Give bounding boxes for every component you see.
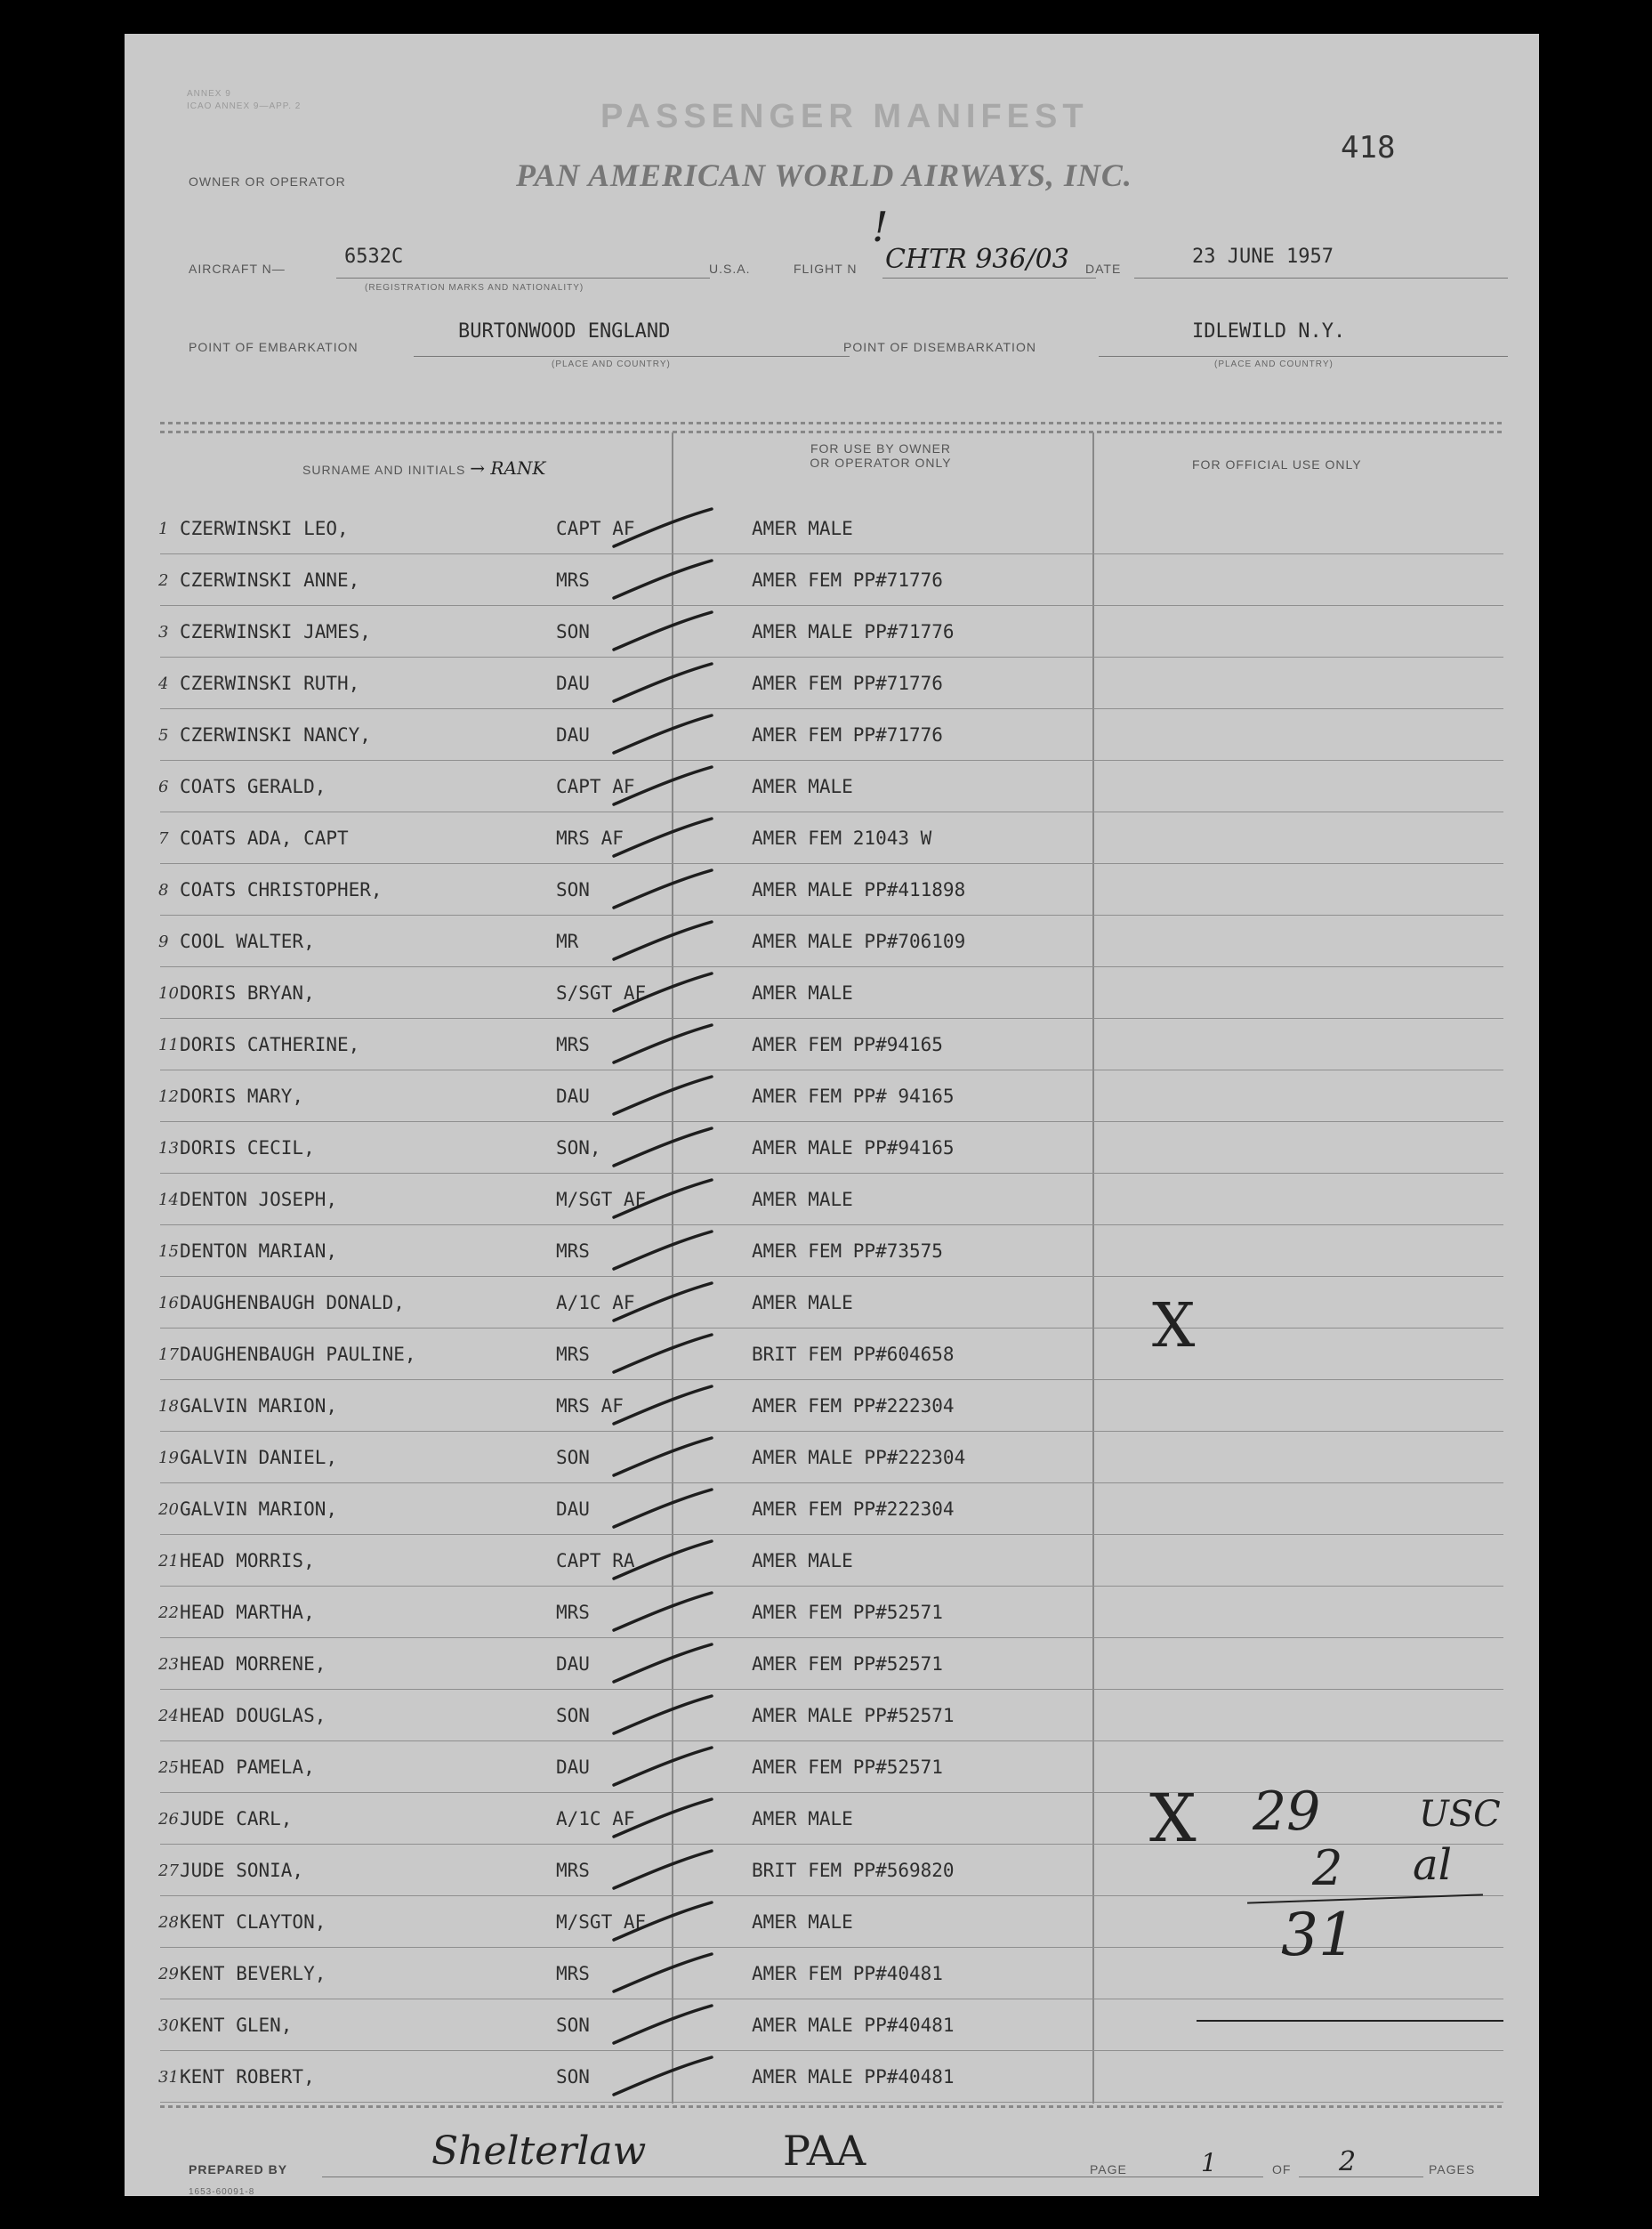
passenger-name: DORIS BRYAN, xyxy=(180,982,315,1004)
passenger-info: AMER FEM PP#71776 xyxy=(752,673,943,694)
row-number: 20 xyxy=(158,1500,179,1519)
embark-value: BURTONWOOD ENGLAND xyxy=(458,320,671,343)
signature: Shelterlaw xyxy=(431,2128,647,2174)
check-mark-icon xyxy=(612,763,714,808)
row-number: 7 xyxy=(158,829,169,848)
pages-label: PAGES xyxy=(1429,2162,1476,2177)
passenger-row xyxy=(160,812,1503,863)
row-number: 6 xyxy=(158,778,169,796)
check-mark-icon xyxy=(612,1486,714,1530)
passenger-rank: MRS xyxy=(556,569,590,591)
check-mark-icon xyxy=(612,712,714,756)
aircraft-label: AIRCRAFT N— xyxy=(189,262,286,276)
passenger-name: GALVIN DANIEL, xyxy=(180,1447,338,1468)
passenger-row xyxy=(160,1844,1503,1895)
tally-29: 29 xyxy=(1253,1781,1321,1843)
row-number: 4 xyxy=(158,674,169,693)
row-number: 30 xyxy=(158,2016,179,2035)
check-mark-icon xyxy=(612,2002,714,2047)
passenger-name: HEAD MORRENE, xyxy=(180,1653,326,1675)
passenger-info: AMER FEM PP#222304 xyxy=(752,1395,955,1417)
form-ref-line2: ICAO ANNEX 9—APP. 2 xyxy=(187,101,302,111)
row-number: 26 xyxy=(158,1810,179,1829)
check-mark-icon xyxy=(612,815,714,860)
passenger-name: KENT BEVERLY, xyxy=(180,1963,326,1984)
passenger-name: KENT CLAYTON, xyxy=(180,1911,326,1933)
check-mark-icon xyxy=(612,1176,714,1221)
passenger-name: DORIS CATHERINE, xyxy=(180,1034,360,1055)
passenger-rank: S/SGT AF xyxy=(556,982,647,1004)
passenger-info: AMER FEM PP#222304 xyxy=(752,1498,955,1520)
form-code: 1653-60091-8 xyxy=(189,2187,255,2197)
embark-label: POINT OF EMBARKATION xyxy=(189,340,359,354)
passenger-rank: MRS xyxy=(556,1963,590,1984)
usa-label: U.S.A. xyxy=(709,262,751,276)
check-mark-icon xyxy=(612,1538,714,1582)
check-mark-icon xyxy=(612,2054,714,2098)
passenger-row xyxy=(160,966,1503,1018)
passenger-rank: CAPT AF xyxy=(556,776,635,797)
passenger-rank: MRS xyxy=(556,1034,590,1055)
passenger-row xyxy=(160,1379,1503,1431)
row-number: 5 xyxy=(158,726,169,745)
check-mark-icon xyxy=(612,1434,714,1479)
passenger-rank: M/SGT AF xyxy=(556,1911,647,1933)
row-number: 8 xyxy=(158,881,169,900)
passenger-row xyxy=(160,1482,1503,1534)
row-number: 13 xyxy=(158,1139,179,1158)
row-number: 11 xyxy=(158,1036,179,1054)
check-mark-icon xyxy=(612,1847,714,1892)
passenger-name: COOL WALTER, xyxy=(180,931,315,952)
passenger-info: AMER FEM PP# 94165 xyxy=(752,1086,955,1107)
passenger-info: AMER MALE PP#40481 xyxy=(752,2015,955,2036)
passenger-info: AMER MALE xyxy=(752,1292,853,1313)
passenger-row xyxy=(160,1637,1503,1689)
aircraft-sublabel: (REGISTRATION MARKS AND NATIONALITY) xyxy=(365,283,584,293)
passenger-name: DAUGHENBAUGH DONALD, xyxy=(180,1292,405,1313)
passenger-name: GALVIN MARION, xyxy=(180,1395,338,1417)
passenger-rank: CAPT AF xyxy=(556,518,635,539)
passenger-row xyxy=(160,1276,1503,1328)
check-mark-icon xyxy=(612,1022,714,1066)
page-value: 1 xyxy=(1201,2148,1217,2177)
passenger-row xyxy=(160,502,1503,553)
passenger-row xyxy=(160,1328,1503,1379)
passenger-rank: MRS AF xyxy=(556,828,624,849)
form-ref-line1: ANNEX 9 xyxy=(187,89,231,99)
tally-al: al xyxy=(1413,1840,1452,1890)
passenger-rank: M/SGT AF xyxy=(556,1189,647,1210)
passenger-info: AMER MALE PP#52571 xyxy=(752,1705,955,1726)
passenger-row xyxy=(160,605,1503,657)
check-mark-icon xyxy=(612,609,714,653)
passenger-name: COATS GERALD, xyxy=(180,776,326,797)
passenger-name: CZERWINSKI NANCY, xyxy=(180,724,371,746)
flight-value: CHTR 936/03 xyxy=(885,244,1069,275)
passenger-name: HEAD PAMELA, xyxy=(180,1757,315,1778)
check-mark-icon xyxy=(612,867,714,911)
passenger-info: BRIT FEM PP#569820 xyxy=(752,1860,955,1881)
row-number: 28 xyxy=(158,1913,179,1932)
passenger-rank: SON xyxy=(556,1705,590,1726)
col-header-official-use: FOR OFFICIAL USE ONLY xyxy=(1192,457,1362,472)
passenger-rank: DAU xyxy=(556,1653,590,1675)
passenger-name: HEAD MARTHA, xyxy=(180,1602,315,1623)
check-mark-icon xyxy=(612,1125,714,1169)
passenger-rank: DAU xyxy=(556,1757,590,1778)
passenger-row xyxy=(160,1431,1503,1482)
signature-org: PAA xyxy=(783,2127,866,2175)
disembark-value: IDLEWILD N.Y. xyxy=(1192,320,1346,343)
row-number: 12 xyxy=(158,1087,179,1106)
row-number: 17 xyxy=(158,1345,179,1364)
check-mark-icon xyxy=(612,1796,714,1840)
check-mark-icon xyxy=(612,1641,714,1685)
passenger-row xyxy=(160,1689,1503,1740)
passenger-info: AMER FEM PP#52571 xyxy=(752,1653,943,1675)
passenger-info: AMER MALE xyxy=(752,1189,853,1210)
check-mark-icon xyxy=(612,1899,714,1943)
passenger-name: DORIS CECIL, xyxy=(180,1137,315,1159)
passenger-rank: DAU xyxy=(556,673,590,694)
passenger-name: DENTON MARIAN, xyxy=(180,1240,338,1262)
row-number: 31 xyxy=(158,2068,179,2087)
passenger-info: AMER MALE xyxy=(752,982,853,1004)
passenger-info: AMER MALE xyxy=(752,776,853,797)
row-number: 19 xyxy=(158,1449,179,1467)
passenger-rank: DAU xyxy=(556,1086,590,1107)
document-title: PASSENGER MANIFEST xyxy=(600,98,1089,135)
passenger-name: CZERWINSKI JAMES, xyxy=(180,621,371,642)
check-mark-icon xyxy=(612,1228,714,1272)
passenger-name: COATS ADA, CAPT xyxy=(180,828,349,849)
check-mark-icon xyxy=(612,918,714,963)
passenger-name: DENTON JOSEPH, xyxy=(180,1189,338,1210)
passenger-info: AMER MALE xyxy=(752,1911,853,1933)
passenger-rank: MR xyxy=(556,931,579,952)
tally-2: 2 xyxy=(1312,1840,1343,1896)
passenger-rank: MRS xyxy=(556,1602,590,1623)
passenger-rank: MRS xyxy=(556,1344,590,1365)
row-number: 3 xyxy=(158,623,169,642)
passenger-row xyxy=(160,760,1503,812)
passenger-row xyxy=(160,1173,1503,1224)
passenger-row xyxy=(160,863,1503,915)
tally-usc: USC xyxy=(1419,1794,1501,1835)
passenger-info: AMER MALE PP#94165 xyxy=(752,1137,955,1159)
passenger-name: HEAD DOUGLAS, xyxy=(180,1705,326,1726)
check-mark-icon xyxy=(612,1950,714,1995)
aircraft-value: 6532C xyxy=(344,246,404,268)
row-number: 1 xyxy=(158,520,169,538)
date-label: DATE xyxy=(1085,262,1122,276)
passenger-row xyxy=(160,657,1503,708)
passenger-info: BRIT FEM PP#604658 xyxy=(752,1344,955,1365)
check-mark-icon xyxy=(612,1280,714,1324)
passenger-name: COATS CHRISTOPHER, xyxy=(180,879,383,900)
passenger-row xyxy=(160,1224,1503,1276)
passenger-row xyxy=(160,2050,1503,2102)
row-number: 14 xyxy=(158,1191,179,1209)
passenger-row xyxy=(160,553,1503,605)
passenger-rank: SON xyxy=(556,621,590,642)
prepared-by-label: PREPARED BY xyxy=(189,2162,288,2177)
tick-mark: ! xyxy=(872,203,889,251)
passenger-name: CZERWINSKI RUTH, xyxy=(180,673,360,694)
passenger-name: JUDE SONIA, xyxy=(180,1860,304,1881)
passenger-name: CZERWINSKI LEO, xyxy=(180,518,349,539)
check-mark-icon xyxy=(612,505,714,550)
passenger-rank: MRS xyxy=(556,1240,590,1262)
passenger-rank: A/1C AF xyxy=(556,1808,635,1829)
row-number: 18 xyxy=(158,1397,179,1416)
passenger-row xyxy=(160,915,1503,966)
row-number: 25 xyxy=(158,1758,179,1777)
row-number: 15 xyxy=(158,1242,179,1261)
check-mark-icon xyxy=(612,660,714,705)
passenger-rank: MRS xyxy=(556,1860,590,1881)
disembark-label: POINT OF DISEMBARKATION xyxy=(843,340,1036,354)
page-label: PAGE xyxy=(1090,2162,1127,2177)
passenger-info: AMER MALE PP#222304 xyxy=(752,1447,966,1468)
passenger-info: AMER MALE xyxy=(752,1808,853,1829)
row-number: 16 xyxy=(158,1294,179,1312)
passenger-rank: DAU xyxy=(556,1498,590,1520)
passenger-info: AMER MALE PP#706109 xyxy=(752,931,966,952)
check-mark-icon xyxy=(612,1744,714,1789)
row-number: 9 xyxy=(158,933,169,951)
passenger-row xyxy=(160,1070,1503,1121)
col-header-owner-use: FOR USE BY OWNER OR OPERATOR ONLY xyxy=(810,441,952,470)
check-mark-icon xyxy=(612,557,714,602)
page-number: 418 xyxy=(1341,130,1396,166)
tally-31: 31 xyxy=(1281,1901,1356,1969)
passenger-rank: CAPT RA xyxy=(556,1550,635,1571)
passenger-info: AMER FEM PP#71776 xyxy=(752,569,943,591)
passenger-rank: SON, xyxy=(556,1137,601,1159)
passenger-row xyxy=(160,1121,1503,1173)
passenger-rank: SON xyxy=(556,2066,590,2088)
passenger-info: AMER MALE PP#411898 xyxy=(752,879,966,900)
passenger-name: KENT ROBERT, xyxy=(180,2066,315,2088)
check-mark-icon xyxy=(612,970,714,1014)
embark-sublabel: (PLACE AND COUNTRY) xyxy=(552,359,671,369)
row-number: 21 xyxy=(158,1552,179,1571)
passenger-row xyxy=(160,708,1503,760)
passenger-row xyxy=(160,1586,1503,1637)
check-mark-icon xyxy=(612,1589,714,1634)
passenger-name: CZERWINSKI ANNE, xyxy=(180,569,360,591)
passenger-rank: MRS AF xyxy=(556,1395,624,1417)
of-label: OF xyxy=(1272,2162,1292,2177)
check-mark-icon xyxy=(612,1383,714,1427)
disembark-sublabel: (PLACE AND COUNTRY) xyxy=(1214,359,1334,369)
row-number: 29 xyxy=(158,1965,179,1983)
owner-value: PAN AMERICAN WORLD AIRWAYS, INC. xyxy=(516,157,1132,193)
owner-label: OWNER OR OPERATOR xyxy=(189,174,346,189)
passenger-info: AMER FEM 21043 W xyxy=(752,828,932,849)
row-number: 27 xyxy=(158,1862,179,1880)
check-mark-icon xyxy=(612,1692,714,1737)
row-number: 24 xyxy=(158,1707,179,1725)
flight-label: FLIGHT N xyxy=(794,262,858,276)
passenger-rank: SON xyxy=(556,1447,590,1468)
passenger-row xyxy=(160,1999,1503,2050)
passenger-name: JUDE CARL, xyxy=(180,1808,293,1829)
tally-x: X xyxy=(1149,1781,1197,1857)
passenger-info: AMER MALE xyxy=(752,1550,853,1571)
passenger-info: AMER FEM PP#40481 xyxy=(752,1963,943,1984)
check-mark-icon xyxy=(612,1073,714,1118)
passenger-name: HEAD MORRIS, xyxy=(180,1550,315,1571)
passenger-name: KENT GLEN, xyxy=(180,2015,293,2036)
passenger-row xyxy=(160,1018,1503,1070)
passenger-rank: A/1C AF xyxy=(556,1292,635,1313)
passenger-rank: DAU xyxy=(556,724,590,746)
passenger-info: AMER MALE PP#71776 xyxy=(752,621,955,642)
check-mark-icon xyxy=(612,1331,714,1376)
date-value: 23 JUNE 1957 xyxy=(1192,246,1334,268)
passenger-rank: SON xyxy=(556,2015,590,2036)
official-mark-row-17: X xyxy=(1152,1291,1196,1361)
passenger-name: GALVIN MARION, xyxy=(180,1498,338,1520)
passenger-info: AMER MALE PP#40481 xyxy=(752,2066,955,2088)
passenger-info: AMER FEM PP#94165 xyxy=(752,1034,943,1055)
of-value: 2 xyxy=(1339,2146,1357,2177)
passenger-info: AMER MALE xyxy=(752,518,853,539)
passenger-name: DAUGHENBAUGH PAULINE, xyxy=(180,1344,416,1365)
manifest-page xyxy=(125,34,1539,2196)
row-number: 2 xyxy=(158,571,169,590)
passenger-rank: SON xyxy=(556,879,590,900)
col-header-surname: SURNAME AND INITIALS → RANK xyxy=(302,457,546,479)
row-number: 23 xyxy=(158,1655,179,1674)
row-number: 22 xyxy=(158,1603,179,1622)
passenger-info: AMER FEM PP#71776 xyxy=(752,724,943,746)
passenger-info: AMER FEM PP#52571 xyxy=(752,1602,943,1623)
row-number: 10 xyxy=(158,984,179,1003)
passenger-info: AMER FEM PP#52571 xyxy=(752,1757,943,1778)
passenger-info: AMER FEM PP#73575 xyxy=(752,1240,943,1262)
passenger-name: DORIS MARY, xyxy=(180,1086,304,1107)
passenger-row xyxy=(160,1534,1503,1586)
